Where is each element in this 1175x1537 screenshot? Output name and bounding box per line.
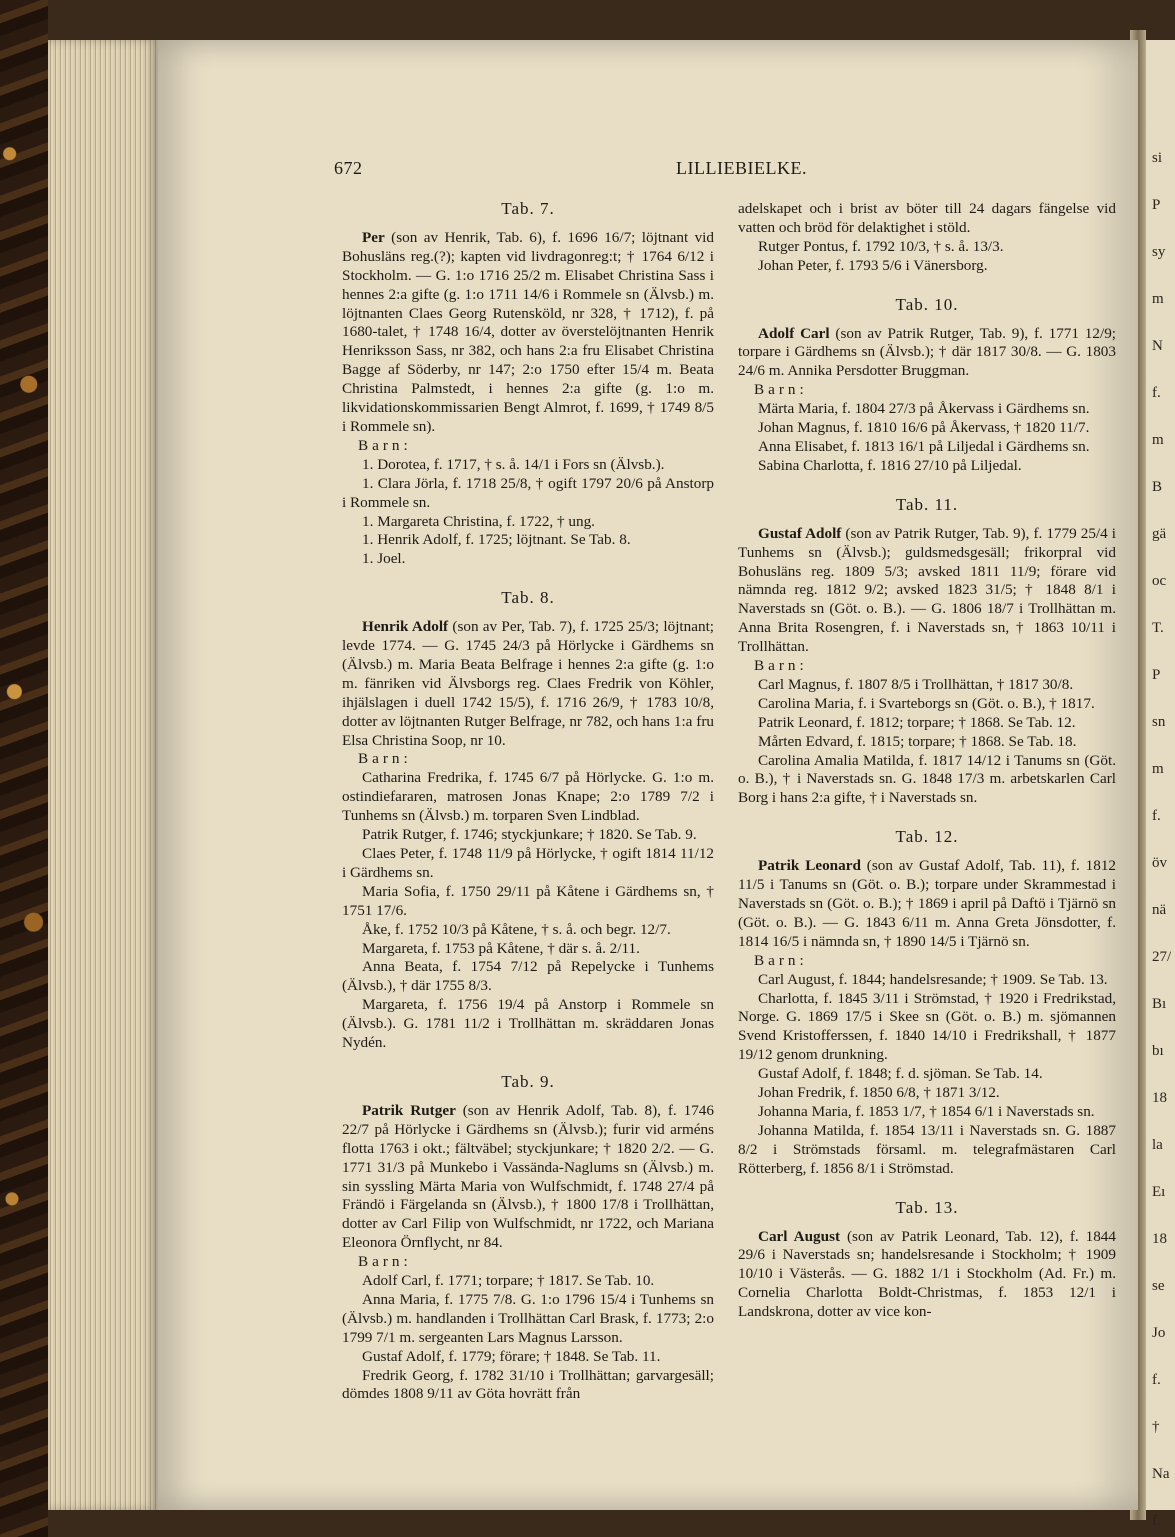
entry-text: (son av Henrik Adolf, Tab. 8), f. 1746 22/7 på Hörlycke i Gärdhems sn (Älvsb.); furir vid arméns flotta 1763 i okt.; fältväbel; styckjunkare; † 1820 2/2. — G. 1771 31/3 på Munkebo i Vassända-Naglums sn (Älvsb.) m. sin syssling Märta Maria von Wulfschmidt, f. 1748 27/4 på Frändö i Färgelanda sn (Älvsb.), † 1800 17/8 i Trollhättan, dotter av Carl Filip von Wulfschmidt, nr 1722, och Mariana Eleonora Örnflycht, nr 84. xyxy=(342,1101,714,1252)
list-item: Johan Peter, f. 1793 5/6 i Vänersborg. xyxy=(758,256,988,274)
book-page xyxy=(158,40,1138,1510)
next-page-fragment: 18 xyxy=(1152,1090,1167,1106)
next-page-fragment: Eı xyxy=(1152,1184,1166,1200)
genealogy-entry xyxy=(738,1228,1116,1323)
next-page-fragment: P xyxy=(1152,197,1161,213)
table-heading: Tab. 11. xyxy=(895,494,959,514)
entry-text: (son av Patrik Rutger, Tab. 9), f. 1779 25/4 i Tunhems sn (Älvsb.); guldsmedsgesäll; frikorpral vid Bohusläns reg. 1809 5/3; avsked 1811 11/9; förare vid nämnda reg. 1812 9/2; avsked 1823 31/5; † 1848 8/1 i Naverstads sn (Göt. o. B.). — G. 1806 18/7 i Trollhättan m. Anna Brita Rosengren, f. i Naverstads sn, † 1863 10/11 i Trollhättan. xyxy=(738,524,1117,656)
list-item: Margareta, f. 1753 på Kåtene, † där s. å. 2/11. xyxy=(362,939,640,957)
children-heading: Barn: xyxy=(358,1253,412,1271)
next-page-fragment: f. xyxy=(1152,1372,1161,1388)
entry-name: Patrik Leonard xyxy=(758,857,861,875)
list-item: Patrik Leonard, f. 1812; torpare; † 1868. Se Tab. 12. xyxy=(758,713,1076,731)
genealogy-entry xyxy=(738,857,1116,952)
list-item: Gustaf Adolf, f. 1779; förare; † 1848. Se Tab. 11. xyxy=(362,1347,661,1365)
list-item: Johan Magnus, f. 1810 16/6 på Åkervass, † 1820 11/7. xyxy=(758,419,1090,437)
list-item: Carl August, f. 1844; handelsresande; † 1909. Se Tab. 13. xyxy=(758,970,1108,988)
continued-text: adelskapet och i brist av böter till 24 dagars fängelse vid vatten och bröd för delaktighet i stöld. xyxy=(738,200,1116,236)
entry-text: (son av Patrik Leonard, Tab. 12), f. 1844 29/6 i Naverstads sn; handelsresande i Stockholm; † 1909 10/10 i Västerås. — G. 1882 1/1 i Stockholm (Ad. Fr.) m. Cornelia Charlotta Boldt-Christmas, f. 1853 12/1 i Landskrona, dotter av vice kon- xyxy=(738,1227,1116,1321)
table-heading: Tab. 10. xyxy=(895,294,959,314)
children-heading: Barn: xyxy=(358,436,412,454)
next-page-fragment: m xyxy=(1152,432,1164,448)
right-column xyxy=(738,200,1116,1322)
list-item: Margareta, f. 1756 19/4 på Anstorp i Rommele sn (Älvsb.). G. 1781 11/2 i Trollhättan m. skräddaren Jonas Nydén. xyxy=(342,996,714,1052)
children-heading: Barn: xyxy=(754,951,808,969)
list-item: Carolina Amalia Matilda, f. 1817 14/12 i Tanums sn (Göt. o. B.), † i Naverstads sn. G. 1848 17/3 m. arbetskarlen Carl Borg i hans 2:a gifte, † i Naverstads sn. xyxy=(738,751,1116,807)
entry-name: Carl August xyxy=(758,1227,841,1245)
list-item: Johan Fredrik, f. 1850 6/8, † 1871 3/12. xyxy=(758,1084,1000,1102)
next-page-fragment: P xyxy=(1152,667,1161,683)
list-item: Rutger Pontus, f. 1792 10/3, † s. å. 13/3. xyxy=(758,237,1004,255)
genealogy-entry xyxy=(342,229,714,437)
list-item: Åke, f. 1752 10/3 på Kåtene, † s. å. och begr. 12/7. xyxy=(362,920,671,938)
list-item: Claes Peter, f. 1748 11/9 på Hörlycke, † ogift 1814 11/12 i Gärdhems sn. xyxy=(342,845,714,881)
list-item: 1. Clara Jörla, f. 1718 25/8, † ogift 1797 20/6 på Anstorp i Rommele sn. xyxy=(342,474,714,511)
entry-name: Gustaf Adolf xyxy=(758,524,842,542)
next-page-fragment: si xyxy=(1152,150,1163,166)
table-heading: Tab. 12. xyxy=(895,827,959,847)
next-page-fragment: oc xyxy=(1152,573,1167,589)
next-page-fragment: m xyxy=(1152,291,1164,307)
genealogy-entry xyxy=(342,618,714,750)
list-item: Mårten Edvard, f. 1815; torpare; † 1868. Se Tab. 18. xyxy=(758,732,1077,750)
entry-text: (son av Henrik, Tab. 6), f. 1696 16/7; löjtnant vid Bohusläns reg.(?); kapten vid livdragonreg:t; † 1764 6/12 i Stockholm. — G. 1:o 1716 25/2 m. Elisabet Christina Sass i hennes 2:a gifte (g. 1:o 1711 14/6 i Rommele sn (Älvsb.) m. löjtnanten Claes Georg Rutensköld, nr 328, † 1712), f. på 1680-talet, † 1748 16/4, dotter av överstelöjtnanten Henrik Henriksson Sass, nr 382, och hans 2:a fru Elisabet Christina Bagge af Söderby, nr 147; 2:o 1750 efter 15/4 m. Beata Christina Palmstedt, i hennes 2:a gifte (g. 1:o m. likvidationskommissarien Bengt Almrot, f. 1699, † 1749 8/5 i Rommele sn). xyxy=(342,228,714,435)
next-page-fragment: Bı xyxy=(1152,996,1167,1012)
entry-name: Patrik Rutger xyxy=(362,1101,456,1119)
list-item: Patrik Rutger, f. 1746; styckjunkare; † 1820. Se Tab. 9. xyxy=(362,826,697,844)
next-page-fragment: B xyxy=(1152,479,1163,495)
list-item: Anna Beata, f. 1754 7/12 på Repelycke i Tunhems (Älvsb.), † där 1755 8/3. xyxy=(342,958,714,995)
list-item: Maria Sofia, f. 1750 29/11 på Kåtene i Gärdhems sn, † 1751 17/6. xyxy=(342,882,714,919)
list-item: Carl Magnus, f. 1807 8/5 i Trollhättan, † 1817 30/8. xyxy=(758,675,1074,693)
next-page-fragment: Jo xyxy=(1152,1325,1166,1341)
list-item: Fredrik Georg, f. 1782 31/10 i Trollhättan; garvargesäll; dömdes 1808 9/11 av Göta hovrätt från xyxy=(342,1366,714,1403)
next-page-fragment: se xyxy=(1152,1278,1165,1294)
next-page-fragment: Na xyxy=(1152,1466,1170,1482)
list-item: Johanna Matilda, f. 1854 13/11 i Naverstads sn. G. 1887 8/2 i Strömstads församl. m. telegrafmästaren Carl Rötterberg, f. 1856 8/1 i Strömstad. xyxy=(738,1121,1116,1177)
next-page-fragment: bı xyxy=(1152,1043,1164,1059)
table-heading: Tab. 13. xyxy=(895,1197,959,1217)
page-number: 672 xyxy=(334,158,363,178)
genealogy-entry xyxy=(342,1102,714,1253)
next-page-edge xyxy=(1146,40,1175,1529)
next-page-fragment: f. xyxy=(1152,385,1161,401)
list-item: 1. Henrik Adolf, f. 1725; löjtnant. Se Tab. 8. xyxy=(362,531,631,549)
page-edges xyxy=(48,40,158,1510)
next-page-fragment: gä xyxy=(1152,526,1167,542)
next-page-fragment: T. xyxy=(1152,620,1164,636)
entry-name: Per xyxy=(362,228,385,246)
table-heading: Tab. 8. xyxy=(501,588,555,608)
next-page-fragment: 18 xyxy=(1152,1231,1167,1247)
list-item: Anna Elisabet, f. 1813 16/1 på Liljedal i Gärdhems sn. xyxy=(758,437,1090,455)
next-page-fragment: sn xyxy=(1152,714,1166,730)
list-item: Catharina Fredrika, f. 1745 6/7 på Hörlycke. G. 1:o m. ostindiefararen, matrosen Jonas Knape; 2:o 1789 7/2 i Tunhems sn (Älvsb.) m. torparen Sven Lindblad. xyxy=(342,769,714,825)
list-item: Gustaf Adolf, f. 1848; f. d. sjöman. Se Tab. 14. xyxy=(758,1065,1043,1083)
list-item: Sabina Charlotta, f. 1816 27/10 på Liljedal. xyxy=(758,456,1022,474)
list-item: Adolf Carl, f. 1771; torpare; † 1817. Se Tab. 10. xyxy=(362,1272,655,1290)
list-item: Johanna Maria, f. 1853 1/7, † 1854 6/1 i Naverstads sn. xyxy=(758,1102,1095,1120)
list-item: 1. Joel. xyxy=(362,550,406,568)
entry-text: (son av Per, Tab. 7), f. 1725 25/3; löjtnant; levde 1774. — G. 1745 24/3 på Hörlycke i Gärdhems sn (Älvsb.) m. Maria Beata Belfrage i hennes 2:a gifte (g. 1:o m. fänriken vid Älvsborgs reg. Claes Fredrik von Köhler, ihjälslagen i duell 1742 15/5), f. 1716 26/9, † 1783 10/8, dotter av löjtnanten Rutger Belfrage, nr 782, och hans 1:a fru Elsa Christina Soop, nr 10. xyxy=(342,618,715,749)
next-page-fragment: öv xyxy=(1152,855,1167,871)
list-item: 1. Margareta Christina, f. 1722, † ung. xyxy=(362,512,595,530)
genealogy-entry xyxy=(738,325,1116,382)
book-spine xyxy=(0,0,48,1537)
next-page-fragment: m xyxy=(1152,761,1164,777)
children-heading: Barn: xyxy=(754,657,808,675)
entry-text: (son av Patrik Rutger, Tab. 9), f. 1771 12/9; torpare i Gärdhems sn (Älvsb.); † där 1817 30/8. — G. 1803 24/6 m. Annika Persdotter Bruggman. xyxy=(738,324,1117,380)
next-page-fragment: f. xyxy=(1152,1513,1161,1529)
running-head: LILLIEBIELKE. xyxy=(676,158,807,178)
next-page-fragment: sy xyxy=(1152,244,1166,260)
list-item: Märta Maria, f. 1804 27/3 på Åkervass i Gärdhems sn. xyxy=(758,400,1090,418)
list-item: Anna Maria, f. 1775 7/8. G. 1:o 1796 15/4 i Tunhems sn (Älvsb.) m. handlanden i Trollhättan Carl Brask, f. 1773; 2:o 1799 7/1 m. sergeanten Lars Magnus Larsson. xyxy=(342,1290,714,1346)
children-heading: Barn: xyxy=(754,381,808,399)
entry-text: (son av Gustaf Adolf, Tab. 11), f. 1812 11/5 i Tanums sn (Göt. o. B.); torpare under Skrammestad i Naverstads sn (Göt. o. B.); † 1869 i april på Daftö i Tjärnö sn (Göt. o. B.). — G. 1843 6/11 m. Anna Greta Jönsdotter, f. 1814 16/5 i nämnda sn, † 1890 14/5 i Tjärnö sn. xyxy=(738,857,1117,950)
next-page-fragment: nä xyxy=(1152,902,1167,918)
children-heading: Barn: xyxy=(358,750,412,768)
list-item: Charlotta, f. 1845 3/11 i Strömstad, † 1920 i Fredrikstad, Norge. G. 1869 17/5 i Skee sn (Göt. o. B.) m. sjömannen Svend Kristofferssen, f. 1840 14/10 i Fredrikshall, † 1877 19/12 genom drunkning. xyxy=(738,989,1116,1064)
next-page-fragment: N xyxy=(1152,338,1163,354)
list-item: Carolina Maria, f. i Svarteborgs sn (Göt. o. B.), † 1817. xyxy=(758,694,1095,712)
table-heading: Tab. 7. xyxy=(501,199,555,218)
next-page-fragment: f. xyxy=(1152,808,1161,824)
entry-name: Henrik Adolf xyxy=(362,618,449,636)
next-page-fragment: la xyxy=(1152,1137,1163,1153)
list-item: 1. Dorotea, f. 1717, † s. å. 14/1 i Fors sn (Älvsb.). xyxy=(362,455,665,473)
left-column xyxy=(342,200,714,1404)
genealogy-entry xyxy=(738,525,1116,657)
next-page-fragment: † xyxy=(1152,1419,1160,1435)
entry-name: Adolf Carl xyxy=(758,324,830,342)
table-heading: Tab. 9. xyxy=(501,1071,555,1091)
next-page-fragment: 27/ xyxy=(1152,949,1172,965)
